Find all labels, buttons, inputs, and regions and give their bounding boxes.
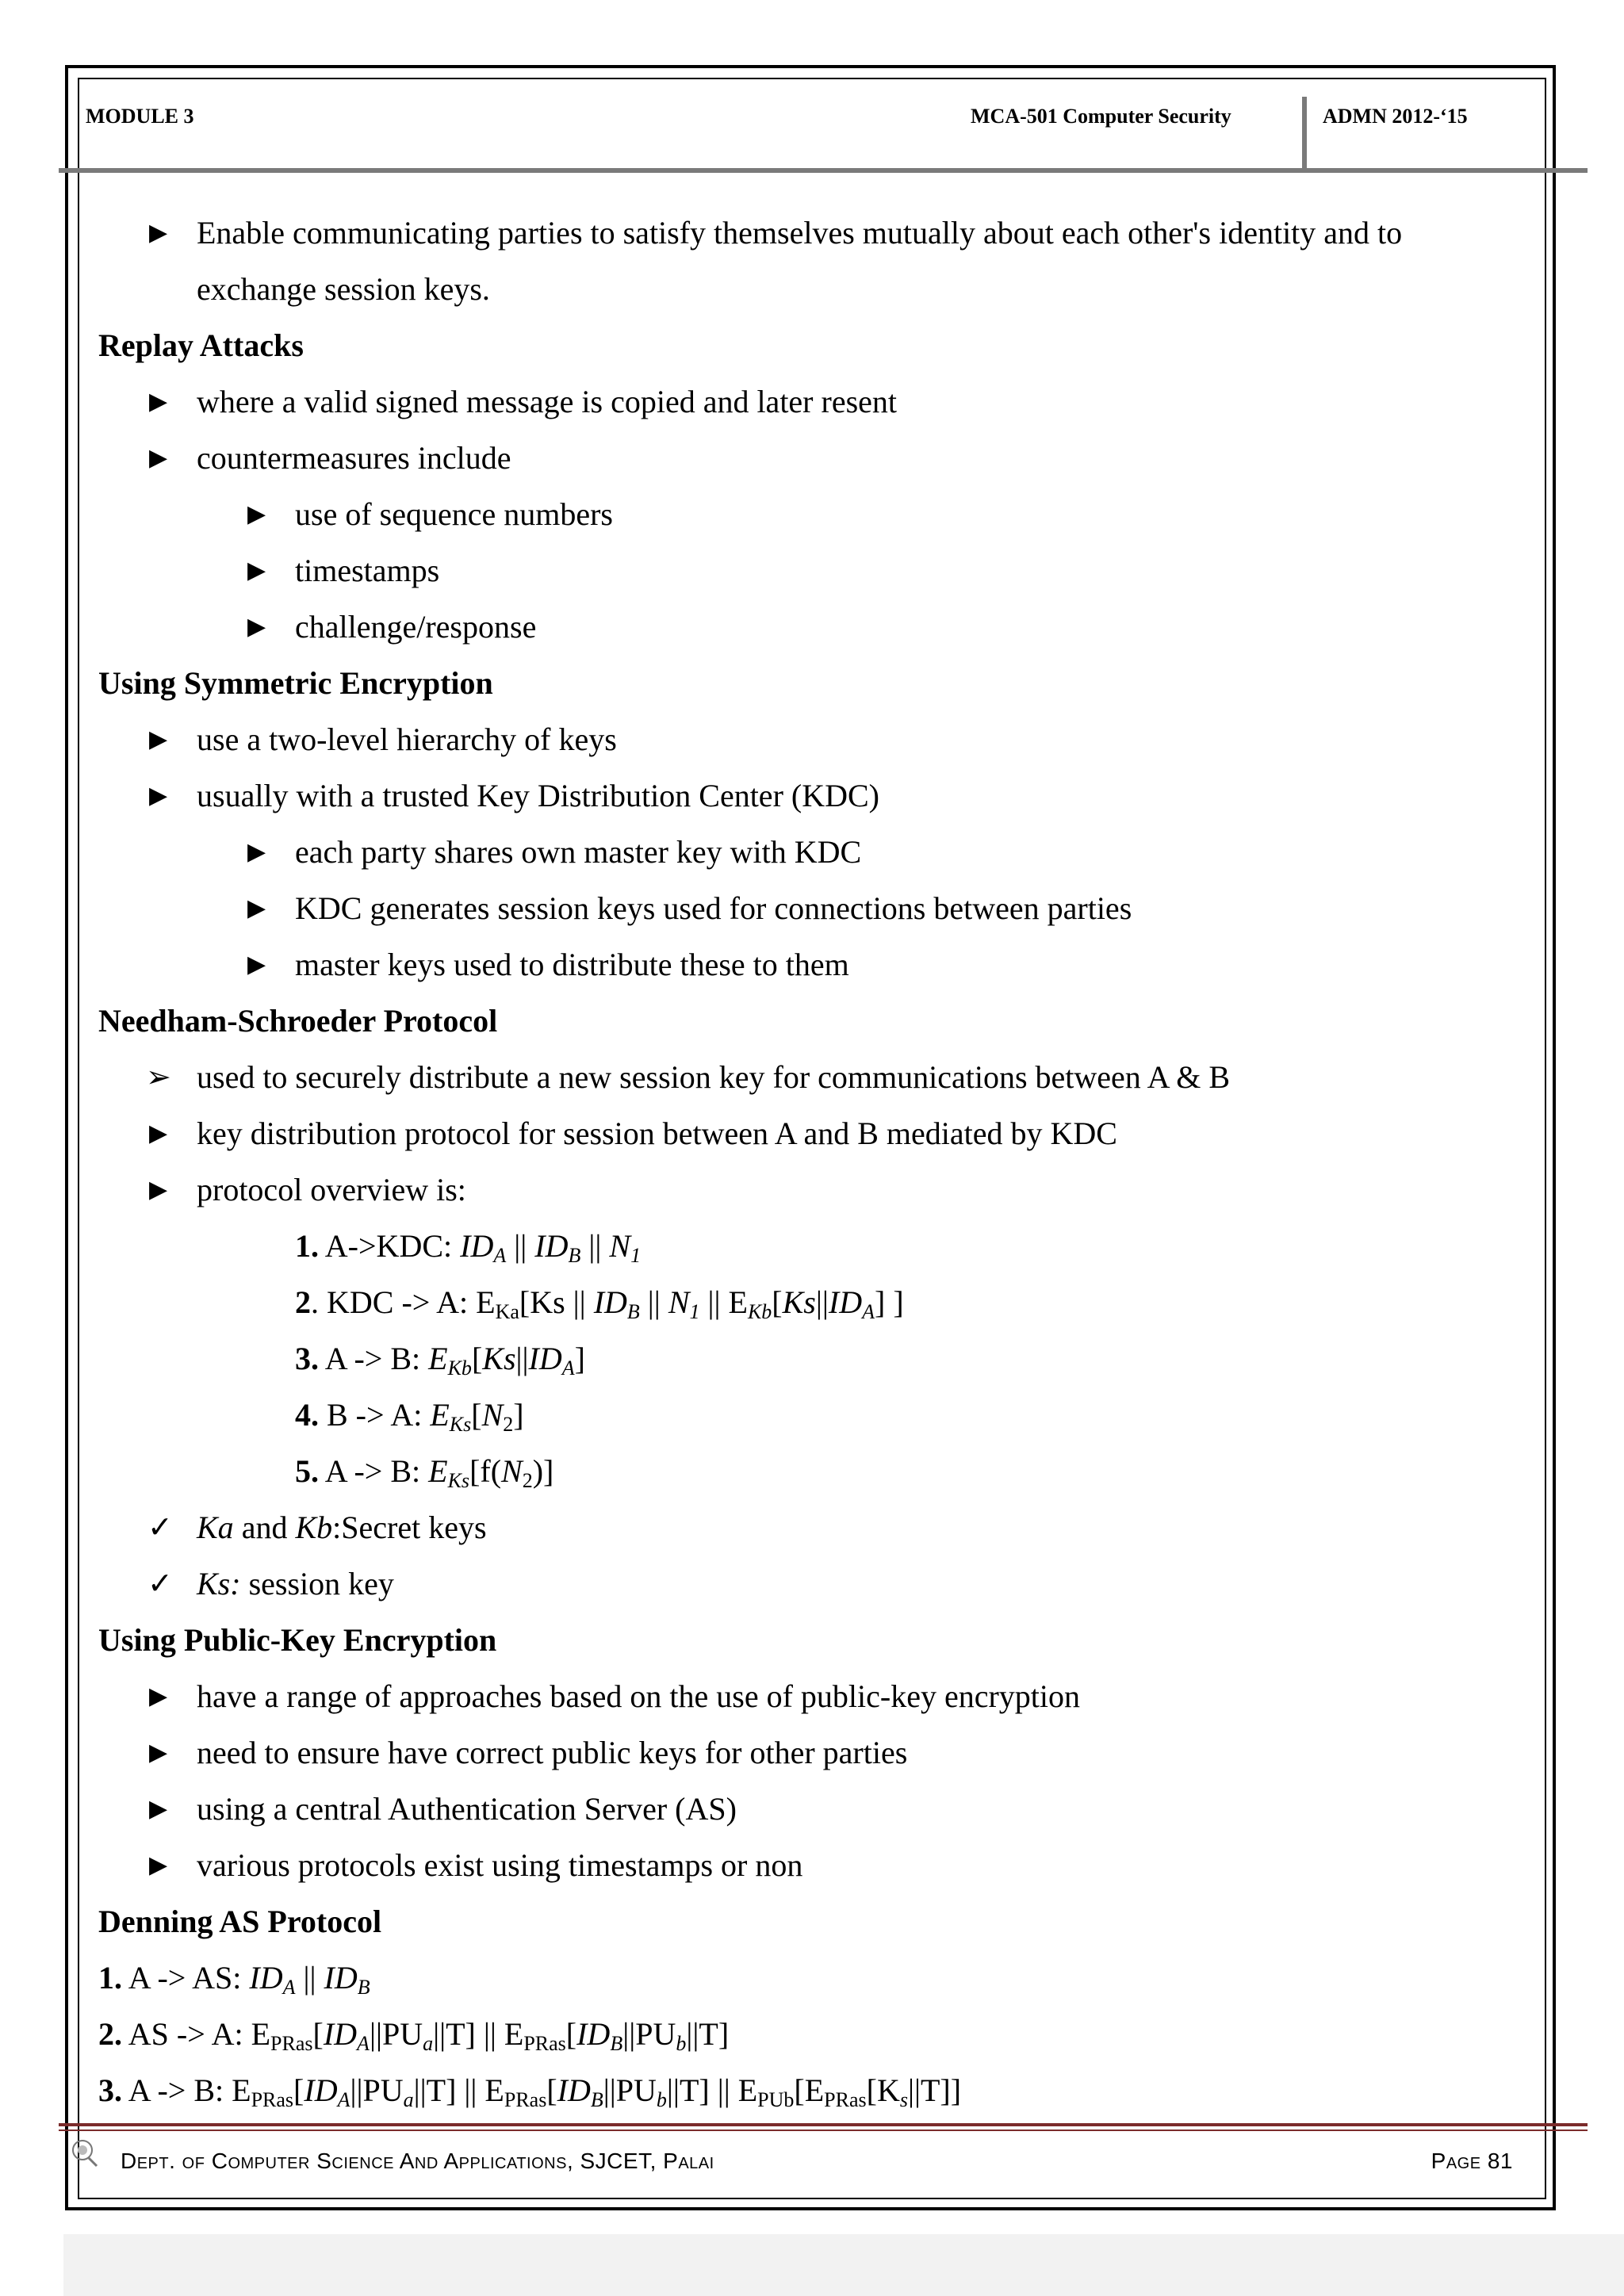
triangle-bullet-icon: ▶ <box>149 388 168 415</box>
triangle-bullet-icon: ▶ <box>149 1852 168 1878</box>
list-item: used to securely distribute a new session key for communications between A & B <box>197 1059 1231 1095</box>
protocol-step-3: 3. A -> B: $E_{Kb}[Ks||ID_A]$ <box>295 1341 585 1380</box>
header-admn: ADMN 2012-‘15 <box>1323 105 1468 128</box>
sub-list-item: KDC generates session keys used for connections between parties <box>295 890 1132 926</box>
list-item: Ka and Kb:Secret keys <box>197 1510 487 1545</box>
list-item: have a range of approaches based on the use of public-key encryption <box>197 1678 1081 1714</box>
triangle-bullet-icon: ▶ <box>149 783 168 809</box>
list-item: usually with a trusted Key Distribution Center (KDC) <box>197 778 879 813</box>
list-item: where a valid signed message is copied and later resent <box>197 384 898 419</box>
triangle-bullet-icon: ▶ <box>247 839 266 865</box>
page-bottom-margin <box>63 2234 1624 2296</box>
triangle-bullet-icon: ▶ <box>149 1739 168 1766</box>
list-item: key distribution protocol for session between A and B mediated by KDC <box>197 1115 1117 1151</box>
arrow-bullet-icon: ➢ <box>146 1061 171 1094</box>
heading-denning-as-protocol: Denning AS Protocol <box>98 1904 382 1939</box>
sub-list-item: timestamps <box>295 553 440 588</box>
denning-step-1: 1. A -> AS: $ID_A$ || $ID_B$ <box>98 1960 370 1999</box>
protocol-step-4: 4. B -> A: $E_{Ks}[N_2]$ <box>295 1397 524 1436</box>
header-course: MCA-501 Computer Security <box>971 105 1231 128</box>
triangle-bullet-icon: ▶ <box>247 951 266 978</box>
triangle-bullet-icon: ▶ <box>149 1120 168 1146</box>
triangle-bullet-icon: ▶ <box>247 501 266 527</box>
sub-list-item: use of sequence numbers <box>295 496 613 532</box>
triangle-bullet-icon: ▶ <box>149 1796 168 1822</box>
protocol-step-1: 1. A->KDC: $ID_A$ || $ID_B$ || $N_1$ <box>295 1228 642 1267</box>
header-separator <box>1302 97 1307 171</box>
heading-replay-attacks: Replay Attacks <box>98 327 304 363</box>
list-item: various protocols exist using timestamps or non <box>197 1847 803 1883</box>
sub-list-item: master keys used to distribute these to them <box>295 947 849 982</box>
intro-bullet-line1: Enable communicating parties to satisfy themselves mutually about each other's identity and to <box>197 215 1403 251</box>
list-item: need to ensure have correct public keys for other parties <box>197 1735 908 1770</box>
header-rule <box>59 168 1588 173</box>
list-item: use a two-level hierarchy of keys <box>197 721 617 757</box>
heading-public-key-encryption: Using Public-Key Encryption <box>98 1622 497 1658</box>
footer-page-number: Page 81 <box>1431 2149 1513 2173</box>
denning-step-2: 2. AS -> A: $E_{PRas}[ID_A||PU_a||T]$ || $E_{PRas}[ID_B||PU_b||T]$ <box>98 2016 730 2055</box>
triangle-bullet-icon: ▶ <box>149 1177 168 1203</box>
protocol-step-2: 2. KDC -> A: $E_{Ka}[Ks$ || $ID_B$ || $N_1$ || $E_{Kb}[Ks||ID_A]$ ] <box>295 1284 904 1323</box>
list-item: protocol overview is: <box>197 1172 466 1207</box>
triangle-bullet-icon: ▶ <box>149 445 168 471</box>
protocol-step-5: 5. A -> B: $E_{Ks}[f(N_2)]$ <box>295 1453 554 1492</box>
triangle-bullet-icon: ▶ <box>247 895 266 921</box>
triangle-bullet-icon: ▶ <box>149 220 168 246</box>
footer-rule-thin <box>59 2130 1588 2131</box>
triangle-bullet-icon: ▶ <box>149 726 168 752</box>
list-item: countermeasures include <box>197 440 511 476</box>
header-module: MODULE 3 <box>86 105 194 128</box>
list-item: using a central Authentication Server (AS) <box>197 1791 737 1827</box>
footer-department: Dept. of Computer Science And Applications, SJCET, Palai <box>121 2149 714 2173</box>
sub-list-item: each party shares own master key with KDC <box>295 834 862 870</box>
heading-symmetric-encryption: Using Symmetric Encryption <box>98 665 493 701</box>
triangle-bullet-icon: ▶ <box>149 1683 168 1709</box>
triangle-bullet-icon: ▶ <box>247 614 266 640</box>
sub-list-item: challenge/response <box>295 609 537 645</box>
checkmark-icon: ✓ <box>147 1567 173 1601</box>
college-logo-icon <box>68 2136 100 2168</box>
checkmark-icon: ✓ <box>147 1511 173 1544</box>
heading-needham-schroeder: Needham-Schroeder Protocol <box>98 1003 498 1039</box>
list-item: Ks: session key <box>197 1566 394 1601</box>
intro-bullet-line2: exchange session keys. <box>197 271 490 307</box>
footer-rule <box>59 2123 1588 2126</box>
triangle-bullet-icon: ▶ <box>247 557 266 584</box>
denning-step-3: 3. A -> B: $E_{PRas}[ID_A||PU_a||T]$ || $E_{PRas}[ID_B||PU_b||T]$ || $E_{PUb}[E_{PRas}[K_s||T]]$ <box>98 2072 962 2111</box>
